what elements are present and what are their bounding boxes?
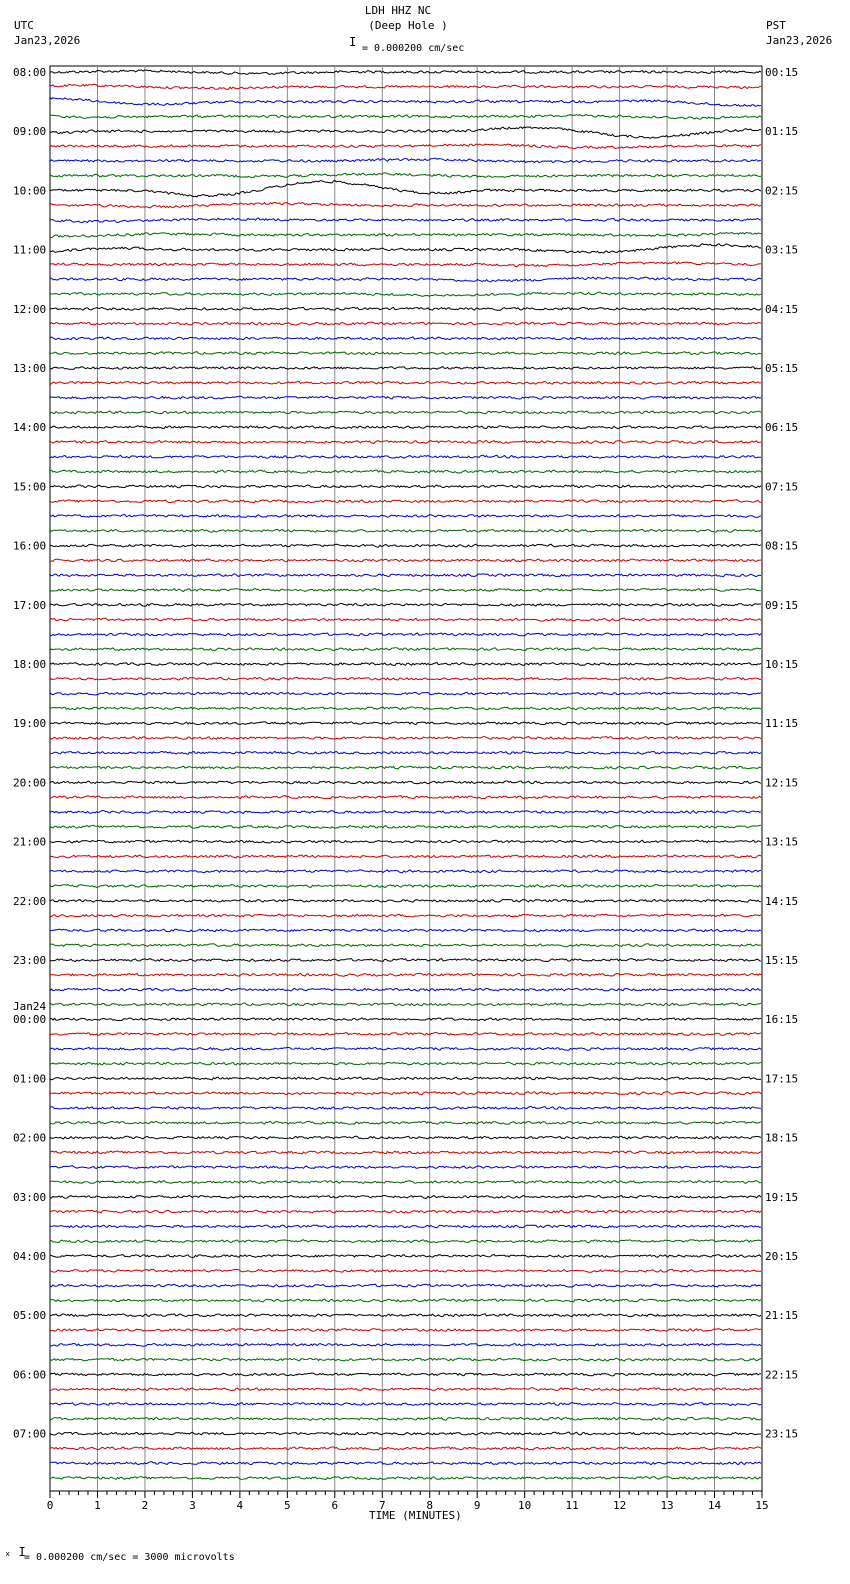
seismic-trace	[50, 633, 761, 636]
seismic-trace	[50, 381, 761, 384]
pst-hour-label: 21:15	[765, 1309, 799, 1323]
x-tick-label: 6	[331, 1499, 339, 1512]
seismic-trace	[50, 277, 761, 282]
right-timezone: PST	[766, 19, 786, 32]
x-tick-label: 9	[473, 1499, 481, 1512]
seismic-trace	[50, 158, 761, 162]
utc-hour-label: 11:00	[13, 243, 47, 257]
seismic-trace	[50, 441, 761, 444]
seismic-trace	[50, 529, 761, 532]
x-tick-label: 0	[46, 1499, 54, 1512]
utc-hour-label: 16:00	[13, 539, 47, 553]
utc-hour-label: 19:00	[13, 717, 47, 731]
seismic-trace	[50, 574, 761, 577]
seismic-trace	[50, 1166, 761, 1169]
utc-hour-label: 03:00	[13, 1190, 47, 1204]
seismic-trace	[50, 455, 761, 458]
pst-hour-label: 09:15	[765, 598, 799, 612]
utc-hour-label: 20:00	[13, 776, 47, 790]
seismic-trace	[50, 648, 761, 651]
scale-bar-icon: I	[349, 35, 357, 49]
pst-hour-label: 07:15	[765, 480, 799, 494]
seismic-trace	[50, 1432, 761, 1435]
seismic-trace	[50, 84, 761, 89]
seismic-trace	[50, 307, 761, 310]
utc-hour-label: 12:00	[13, 302, 47, 316]
pst-hour-label: 13:15	[765, 835, 799, 849]
seismic-trace	[50, 426, 761, 429]
station-location: (Deep Hole )	[368, 19, 448, 32]
seismic-trace	[50, 944, 761, 947]
scale-text: = 0.000200 cm/sec	[362, 43, 465, 54]
pst-hour-label: 16:15	[765, 1013, 799, 1027]
right-date: Jan23,2026	[766, 34, 833, 47]
seismic-trace	[50, 244, 761, 253]
pst-hour-label: 08:15	[765, 539, 799, 553]
seismic-trace	[50, 589, 761, 592]
footer-scale-icon: ₓ I	[4, 1545, 26, 1559]
seismic-trace	[50, 959, 761, 962]
seismic-trace	[50, 663, 761, 666]
pst-hour-label: 06:15	[765, 421, 799, 435]
seismic-trace	[50, 1092, 761, 1095]
x-axis-label: TIME (MINUTES)	[369, 1509, 462, 1522]
utc-hour-label: 05:00	[13, 1309, 47, 1323]
seismic-trace	[50, 1210, 761, 1213]
x-tick-label: 5	[284, 1499, 291, 1512]
pst-hour-label: 00:15	[765, 66, 799, 79]
utc-hour-label: 22:00	[13, 894, 47, 908]
seismic-trace	[50, 1077, 761, 1080]
seismic-trace	[50, 1388, 761, 1391]
seismic-trace	[50, 1136, 761, 1139]
seismic-trace	[50, 470, 761, 473]
seismic-trace	[50, 396, 761, 399]
seismic-trace	[50, 737, 761, 740]
seismic-trace	[50, 618, 761, 621]
seismic-trace	[50, 1003, 761, 1006]
seismic-trace	[50, 70, 761, 75]
seismic-trace	[50, 1181, 761, 1184]
seismic-trace	[50, 677, 761, 680]
seismic-trace	[50, 722, 761, 725]
seismic-trace	[50, 766, 761, 769]
utc-hour-label: 13:00	[13, 362, 47, 375]
x-tick-label: 3	[189, 1499, 196, 1512]
seismic-trace	[50, 337, 761, 340]
seismic-trace	[50, 262, 761, 267]
utc-hour-label: 15:00	[13, 480, 47, 494]
x-tick-label: 12	[612, 1499, 627, 1512]
utc-hour-label: 08:00	[13, 66, 47, 79]
utc-hour-label: 00:00	[13, 1013, 47, 1027]
utc-hour-label: 04:00	[13, 1250, 47, 1263]
pst-hour-label: 14:15	[765, 894, 799, 908]
x-tick-label: 11	[565, 1499, 579, 1512]
seismic-trace	[50, 1299, 761, 1302]
seismic-trace	[50, 1358, 761, 1361]
x-tick-label: 13	[660, 1499, 674, 1512]
seismic-trace	[50, 322, 761, 325]
seismic-trace	[50, 1462, 761, 1465]
pst-hour-label: 23:15	[765, 1427, 799, 1441]
seismic-trace	[50, 515, 761, 518]
x-tick-label: 7	[378, 1499, 386, 1512]
seismic-trace	[50, 1018, 761, 1021]
seismic-trace	[50, 127, 761, 138]
utc-hour-label: 07:00	[13, 1427, 47, 1441]
utc-hour-label: 10:00	[13, 184, 47, 198]
seismic-trace	[50, 352, 761, 355]
seismic-trace	[50, 885, 761, 888]
day-change-label: Jan24	[13, 1000, 47, 1014]
seismic-trace	[50, 1314, 761, 1317]
seismic-trace	[50, 1107, 761, 1110]
seismic-trace	[50, 870, 761, 873]
seismic-trace	[50, 1033, 761, 1036]
seismic-trace	[50, 1284, 761, 1287]
seismic-trace	[50, 1477, 761, 1480]
pst-hour-label: 17:15	[765, 1072, 799, 1086]
seismic-trace	[50, 115, 761, 120]
x-tick-label: 1	[94, 1499, 101, 1512]
pst-hour-label: 02:15	[765, 184, 799, 198]
seismic-trace	[50, 781, 761, 784]
seismic-trace	[50, 1343, 761, 1346]
seismic-trace	[50, 559, 761, 562]
x-tick-label: 14	[707, 1499, 722, 1512]
seismic-trace	[50, 988, 761, 991]
seismic-trace	[50, 973, 761, 976]
seismic-trace	[50, 692, 761, 695]
seismic-trace	[50, 840, 761, 843]
pst-hour-label: 12:15	[765, 776, 799, 790]
pst-hour-label: 18:15	[765, 1131, 799, 1145]
utc-hour-label: 01:00	[13, 1072, 47, 1086]
pst-hour-label: 10:15	[765, 658, 799, 671]
seismic-trace	[50, 929, 761, 932]
seismic-trace	[50, 173, 761, 178]
x-tick-label: 10	[518, 1499, 532, 1512]
station-title: LDH HHZ NC	[364, 4, 432, 17]
pst-hour-label: 19:15	[765, 1190, 799, 1204]
seismic-trace	[50, 1417, 761, 1420]
pst-hour-label: 04:15	[765, 302, 799, 316]
pst-hour-label: 11:15	[765, 717, 799, 731]
seismic-trace	[50, 1225, 761, 1228]
left-timezone: UTC	[14, 19, 34, 32]
pst-hour-label: 05:15	[765, 362, 799, 375]
seismic-trace	[50, 1121, 761, 1124]
seismic-trace	[50, 1151, 761, 1154]
pst-hour-label: 20:15	[765, 1250, 799, 1263]
pst-hour-label: 01:15	[765, 125, 799, 139]
seismic-trace	[50, 1062, 761, 1065]
seismic-trace	[50, 603, 761, 606]
seismic-trace	[50, 914, 761, 917]
utc-hour-label: 21:00	[13, 835, 47, 849]
seismic-trace	[50, 1255, 761, 1258]
seismic-trace	[50, 1373, 761, 1376]
seismic-trace	[50, 144, 761, 149]
seismic-trace	[50, 825, 761, 828]
x-tick-label: 4	[236, 1499, 244, 1512]
seismic-trace	[50, 411, 761, 414]
seismic-trace	[50, 292, 761, 296]
left-date: Jan23,2026	[14, 34, 81, 47]
seismic-trace	[50, 97, 761, 106]
pst-hour-label: 15:15	[765, 954, 799, 967]
seismic-trace	[50, 811, 761, 814]
utc-hour-label: 14:00	[13, 421, 47, 435]
seismic-trace	[50, 796, 761, 799]
seismic-trace	[50, 233, 761, 238]
seismic-trace	[50, 202, 761, 207]
seismic-trace	[50, 1047, 761, 1050]
seismic-trace	[50, 707, 761, 710]
utc-hour-label: 17:00	[13, 598, 47, 612]
seismic-trace	[50, 899, 761, 902]
seismic-trace	[50, 181, 761, 197]
seismic-trace	[50, 1447, 761, 1450]
seismic-trace	[50, 855, 761, 858]
utc-hour-label: 02:00	[13, 1131, 47, 1145]
utc-hour-label: 06:00	[13, 1368, 47, 1382]
seismic-trace	[50, 1240, 761, 1243]
pst-hour-label: 03:15	[765, 243, 799, 257]
seismic-trace	[50, 751, 761, 754]
utc-hour-label: 09:00	[13, 125, 47, 139]
utc-hour-label: 23:00	[13, 954, 47, 967]
seismic-trace	[50, 485, 761, 488]
seismic-trace	[50, 367, 761, 370]
seismic-trace	[50, 500, 761, 503]
trace-layer	[50, 70, 761, 1480]
seismic-trace	[50, 1269, 761, 1272]
footer-scale-text: = 0.000200 cm/sec = 3000 microvolts	[24, 1552, 235, 1563]
seismic-trace	[50, 1329, 761, 1332]
seismic-trace	[50, 544, 761, 547]
seismic-trace	[50, 1195, 761, 1198]
pst-hour-label: 22:15	[765, 1368, 799, 1382]
seismic-trace	[50, 1403, 761, 1406]
utc-hour-label: 18:00	[13, 658, 47, 671]
x-tick-label: 15	[755, 1499, 769, 1512]
x-tick-label: 8	[426, 1499, 434, 1512]
seismic-trace	[50, 218, 761, 223]
x-tick-label: 2	[141, 1499, 149, 1512]
